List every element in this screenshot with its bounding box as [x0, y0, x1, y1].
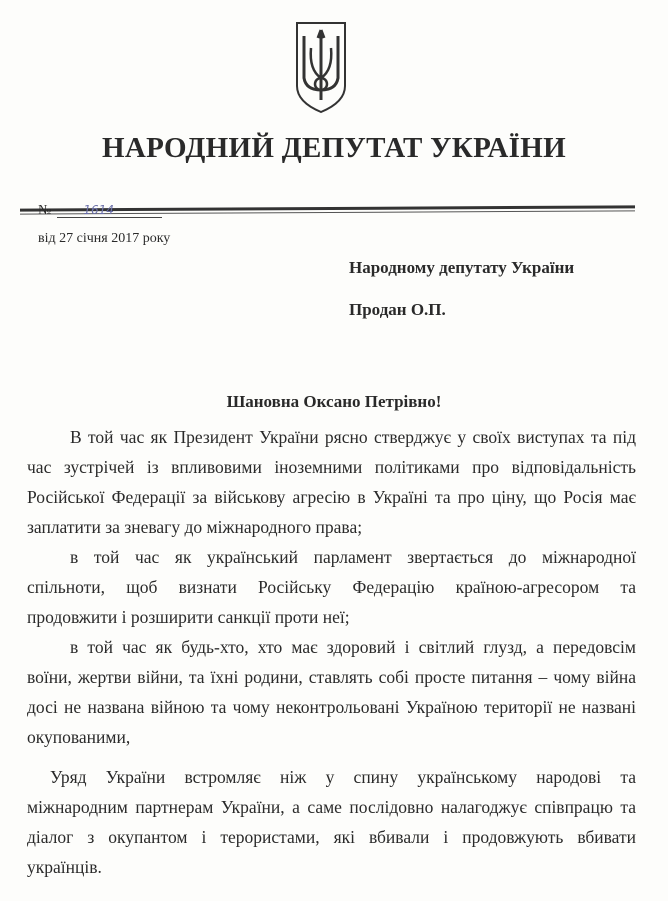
body-line: Уряд України встромляє ніж у спину українському народові та — [50, 767, 636, 787]
number-label: № — [38, 203, 52, 218]
body-line: окупованими, — [27, 727, 131, 747]
body-line: діалог з окупантом і терористами, які вбивали і продовжують вбивати — [27, 827, 636, 847]
body-line: досі не названа війною та чому неконтрольовані Україною території не названі — [27, 697, 636, 717]
body-line: продовжити і розширити санкції проти неї; — [27, 607, 350, 627]
addressee-name: Продан О.П. — [349, 300, 446, 319]
body-line: заплатити за зневагу до міжнародного права; — [27, 517, 363, 537]
body-line: В той час як Президент України рясно стверджує у своїх виступах та під — [70, 427, 636, 447]
body-line: спільноти, щоб визнати Російську Федерацію країною-агресором та — [27, 577, 636, 597]
coat-of-arms-icon — [294, 20, 348, 114]
letterhead-title: НАРОДНИЙ ДЕПУТАТ УКРАЇНИ — [102, 132, 566, 164]
greeting: Шановна Оксано Петрівно! — [226, 392, 442, 411]
number-value: 1614 — [57, 203, 162, 218]
body-line: в той час як будь-хто, хто має здоровий і світлий глузд, а передовсім — [70, 637, 636, 657]
addressee-title: Народному депутату України — [349, 258, 575, 277]
body-line: час зустрічей із впливовими іноземними політиками про відповідальність — [27, 457, 636, 477]
body-line: українців. — [27, 857, 102, 877]
body-line: міжнародним партнерам України, а саме послідовно налагоджує співпрацю та — [27, 797, 636, 817]
document-date: від 27 січня 2017 року — [38, 231, 171, 246]
body-line: воїни, жертви війни, та їхні родини, ставлять собі просте питання – чому війна — [27, 667, 636, 687]
body-line: в той час як український парламент звертається до міжнародної — [70, 547, 636, 567]
body-line: Російської Федерації за військову агресію в Україні та про ціну, що Росія має — [27, 487, 636, 507]
document-number — [38, 203, 162, 219]
